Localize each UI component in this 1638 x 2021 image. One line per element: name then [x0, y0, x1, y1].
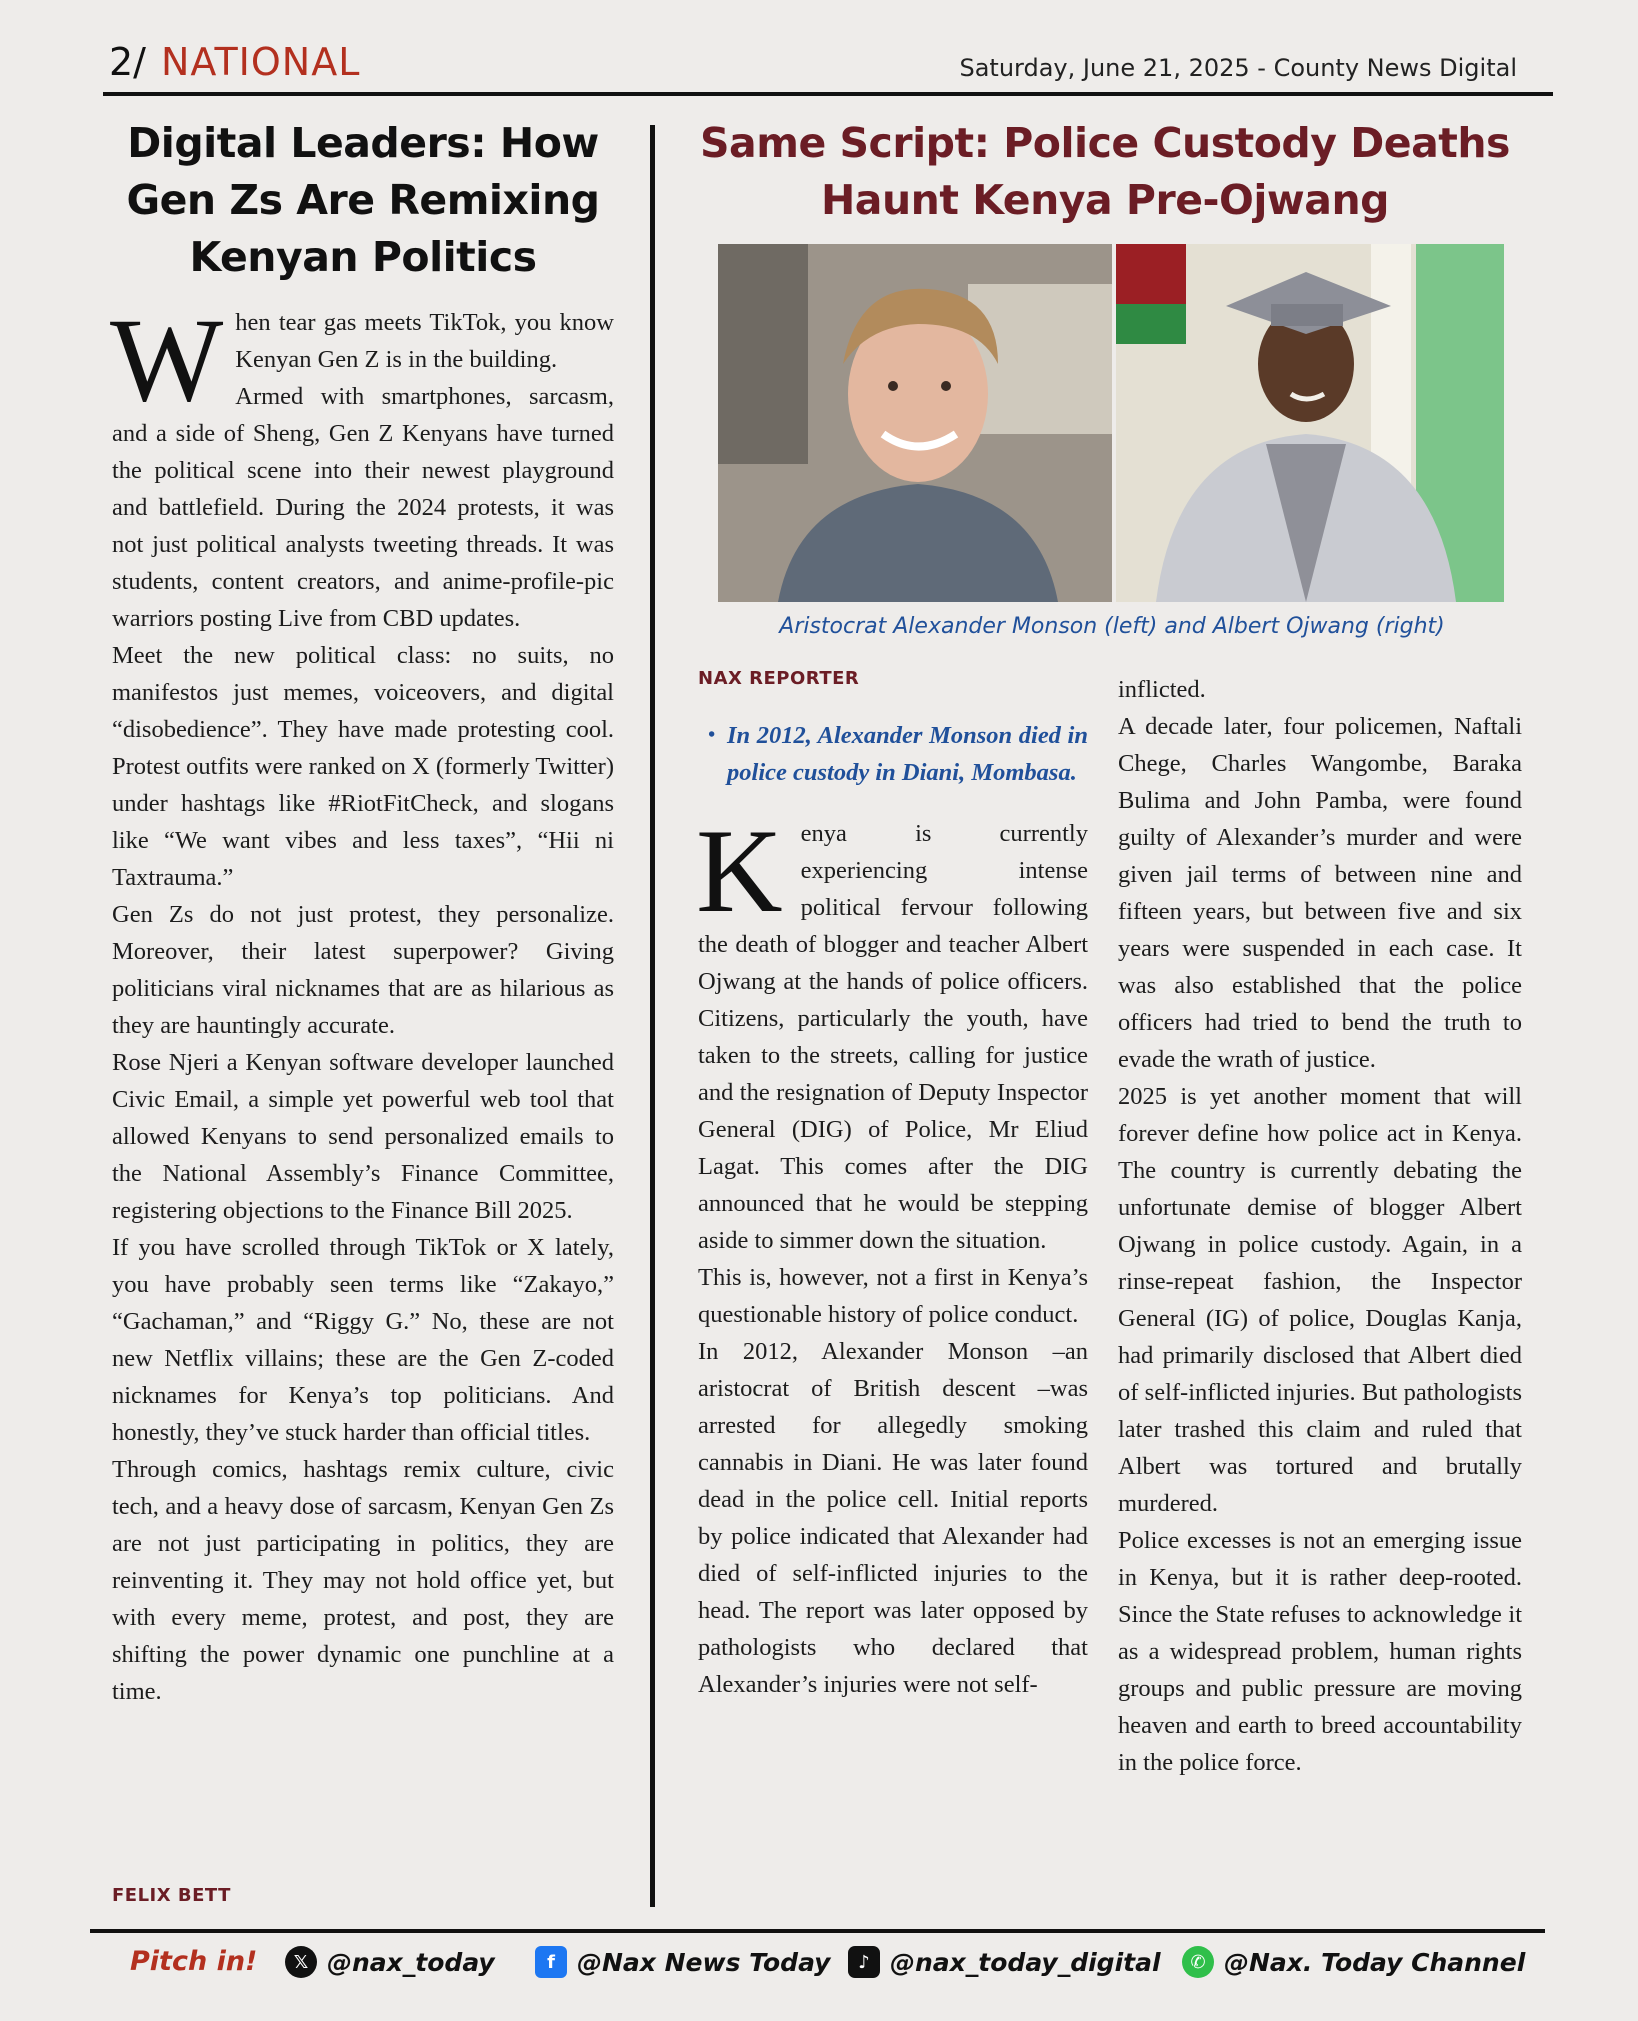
paragraph: 2025 is yet another moment that will forever define how police act in Kenya. The country is currently debating the unfortunate demise of blogger Albert Ojwang in police custody. Again, in a rinse-repeat fashion, the Inspector General (IG) of police, Douglas Kanja, had primarily disclosed that Albert died of self-inflicted injuries. But pathologists later trashed this claim and ruled that Albert was tortured and brutally murdered. — [1118, 1083, 1522, 1517]
first-paragraph-text: enya is currently experiencing intense political fervour following the death of blogger and teacher Albert Ojwang at the hands of police officers. Citizens, particularly the youth, have taken to the streets, calling for justice and the resignation of Deputy Inspector General (DIG) of Police, Mr Eliud Lagat. This comes after the DIG announced that he would be stepping aside to simmer down the situation. — [698, 820, 1088, 1254]
right-article-body-1 — [696, 804, 1088, 1703]
left-byline: FELIX BETT — [112, 1885, 231, 1906]
paragraph: Meet the new political class: no suits, no manifestos just memes, voiceovers, and digital “disobedience”. They have made protesting cool. Protest outfits were ranked on X (formerly Twitter) under hashtags like #RiotFitCheck, and slogans like “We want vibes and less taxes”, “Hii ni Taxtrauma.” — [112, 642, 614, 891]
paragraph: This is, however, not a first in Kenya’s questionable history of police conduct. — [698, 1264, 1088, 1328]
paragraph: Rose Njeri a Kenyan software developer launched Civic Email, a simple yet powerful web tool that allowed Kenyans to send personalized emails to the National Assembly’s Finance Committee, registering objections to the Finance Bill 2025. — [112, 1049, 614, 1224]
social-whatsapp[interactable] — [1182, 1946, 1525, 1978]
x-handle[interactable]: @nax_today — [327, 1947, 495, 1977]
paragraph: A decade later, four policemen, Naftali Chege, Charles Wangombe, Baraka Bulima and John Pamba, were found guilty of Alexander’s murder and were given jail terms of between nine and fifteen years, but between five and six years were suspended in each case. It was also established that the police officers had tried to bend the truth to evade the wrath of justice. — [1118, 713, 1522, 1073]
footer — [90, 1944, 1545, 1984]
photo-albert-ojwang — [1116, 244, 1504, 602]
social-x[interactable] — [285, 1946, 495, 1978]
section-name: NATIONAL — [161, 40, 361, 84]
photo-caption: Aristocrat Alexander Monson (left) and Albert Ojwang (right) — [779, 614, 1445, 639]
paragraph: In 2012, Alexander Monson –an aristocrat of British descent –was arrested for allegedly smoking cannabis in Diani. He was later found dead in the police cell. Initial reports by police indicated that Alexander had died of self-inflicted injuries to the head. The report was later opposed by pathologists who declared that Alexander’s injuries were not self- — [698, 1338, 1088, 1698]
facebook-icon: f — [535, 1946, 567, 1978]
first-paragraph — [110, 293, 614, 426]
paragraph: Armed with smartphones, sarcasm, and a side of Sheng, Gen Z Kenyans have turned the political scene into their newest playground and battlefield. During the 2024 protests, it was not just political analysts tweeting threads. It was students, content creators, and anime-profile-pic warriors posting Live from CBD updates. — [112, 383, 614, 632]
footer-rule — [90, 1929, 1545, 1933]
right-article-column-1 — [698, 668, 1088, 1703]
first-paragraph — [696, 804, 1088, 1259]
paragraph: If you have scrolled through TikTok or X lately, you have probably seen terms like “Zakayo,” “Gachaman,” and “Riggy G.” No, these are not new Netflix villains; these are the Gen Z-coded nicknames for Kenya’s top politicians. And honestly, they’ve stuck harder than official titles. — [112, 1234, 614, 1446]
left-article-body — [110, 293, 614, 1710]
tiktok-handle[interactable]: @nax_today_digital — [890, 1947, 1161, 1977]
social-facebook[interactable] — [535, 1946, 830, 1978]
pullquote — [708, 717, 1088, 791]
page-header — [103, 38, 1553, 96]
right-byline: NAX REPORTER — [698, 668, 860, 689]
dateline: Saturday, June 21, 2025 - County News Digital — [959, 54, 1517, 82]
first-paragraph-text: hen tear gas meets TikTok, you know Kenyan Gen Z is in the building. — [235, 309, 614, 373]
photo-alexander-monson — [718, 244, 1112, 602]
facebook-handle[interactable]: @Nax News Today — [577, 1947, 831, 1977]
whatsapp-handle[interactable]: @Nax. Today Channel — [1224, 1947, 1526, 1977]
paragraph: inflicted. — [1118, 676, 1206, 703]
portrait-illustration-left — [718, 244, 1112, 602]
left-headline: Digital Leaders: How Gen Zs Are Remixing Kenyan Politics — [126, 119, 600, 281]
x-icon: 𝕏 — [285, 1946, 317, 1978]
social-tiktok[interactable] — [848, 1946, 1161, 1978]
right-article-column-2 — [1118, 671, 1522, 1781]
bullet-icon: • — [708, 724, 716, 746]
pullquote-text: In 2012, Alexander Monson died in police custody in Diani, Mombasa. — [727, 722, 1088, 786]
right-headline: Same Script: Police Custody Deaths Haunt Kenya Pre-Ojwang — [700, 119, 1510, 224]
portrait-illustration-right — [1116, 244, 1504, 602]
paragraph: Police excesses is not an emerging issue in Kenya, but it is rather deep-rooted. Since the State refuses to acknowledge it as a widespread problem, human rights groups and public pressure are moving heaven and earth to breed accountability in the police force. — [1118, 1527, 1522, 1776]
photo-pair — [718, 244, 1504, 602]
paragraph: Gen Zs do not just protest, they personalize. Moreover, their latest superpower? Giving politicians viral nicknames that are as hilarious as they are hauntingly accurate. — [112, 901, 614, 1039]
paragraph: Through comics, hashtags remix culture, civic tech, and a heavy dose of sarcasm, Kenyan Gen Zs are not just participating in politics, they are reinventing it. They may not hold office yet, but with every meme, protest, and post, they are shifting the power dynamic one punchline at a time. — [112, 1456, 614, 1705]
whatsapp-icon: ✆ — [1182, 1946, 1214, 1978]
column-divider — [650, 125, 655, 1907]
dropcap-k: K — [696, 804, 783, 937]
pitch-in-label: Pitch in! — [130, 1946, 258, 1977]
tiktok-icon: ♪ — [848, 1946, 880, 1978]
section-number: 2/ — [109, 40, 146, 84]
dropcap-w: W — [110, 293, 224, 426]
left-article — [112, 115, 614, 1710]
